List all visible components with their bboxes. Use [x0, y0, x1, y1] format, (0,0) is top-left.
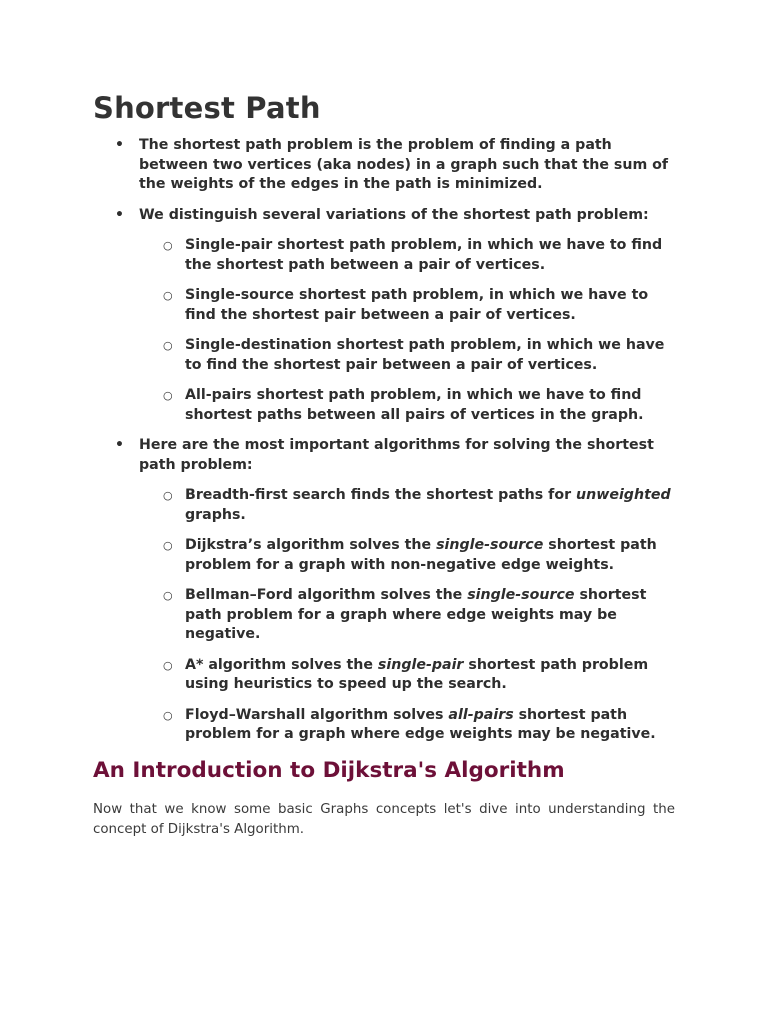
sub-list-item-text — [185, 706, 675, 745]
sub-list — [139, 236, 675, 425]
circle-bullet-icon: ○ — [163, 239, 173, 252]
bullet-text: shortest path problem for a graph where edge weights may be negative. — [185, 706, 656, 742]
emphasis-text: single-source — [436, 537, 549, 553]
circle-bullet-icon: ○ — [163, 658, 173, 672]
sub-list-item — [139, 656, 675, 695]
sub-list-item — [139, 236, 675, 275]
list-item-text — [139, 136, 675, 195]
sub-list-item-text — [185, 386, 675, 425]
bullet-text: All-pairs shortest path problem, in which we have to find shortest paths between all pairs of vertices in the graph. — [185, 387, 644, 423]
circle-bullet-icon: ○ — [163, 539, 173, 552]
bullet-marker: • — [115, 137, 124, 153]
circle-bullet-icon: ○ — [163, 489, 173, 502]
bullet-text: shortest path problem using heuristics to speed up the search. — [185, 656, 649, 692]
section-heading: An Introduction to Dijkstra's Algorithm — [93, 757, 565, 783]
sub-list-item — [139, 336, 675, 375]
intro-paragraph: Now that we know some basic Graphs concepts let's dive into understanding the concept of Dijkstra's Algorithm. — [93, 801, 675, 837]
sub-list-item-text — [185, 236, 675, 275]
bullet-text: Dijkstra’s algorithm solves the — [185, 537, 437, 553]
sub-list-item — [139, 586, 675, 645]
emphasis-text: single-source — [467, 587, 580, 603]
bullet-text: Single-destination shortest path problem, in which we have to find the shortest pair between a pair of vertices. — [185, 337, 665, 373]
sub-list-item-text — [185, 286, 675, 325]
list-item-text — [139, 436, 675, 475]
circle-bullet-icon: ○ — [163, 708, 173, 722]
bullet-text: Single-pair shortest path problem, in which we have to find the shortest path between a pair of vertices. — [185, 237, 663, 273]
sub-list — [139, 486, 675, 745]
sub-list-item — [139, 706, 675, 745]
emphasis-text: single-pair — [377, 656, 469, 673]
sub-list-item — [139, 286, 675, 325]
emphasis-text: all-pairs — [448, 706, 519, 723]
bullet-text: Single-source shortest path problem, in which we have to find the shortest pair between a pair of vertices. — [185, 287, 649, 323]
sub-list-item-text — [185, 586, 675, 645]
bullet-marker: • — [115, 206, 124, 223]
bullet-text: shortest path problem for a graph with non-negative edge weights. — [185, 537, 657, 573]
bullet-text: shortest path problem for a graph where edge weights may be negative. — [185, 587, 647, 642]
circle-bullet-icon: ○ — [163, 389, 173, 402]
circle-bullet-icon: ○ — [163, 339, 173, 352]
bullet-text: graphs. — [185, 506, 246, 523]
circle-bullet-icon: ○ — [163, 589, 173, 602]
sub-list-item — [139, 486, 675, 525]
bullet-text: Bellman–Ford algorithm solves the — [185, 587, 468, 603]
list-item — [93, 136, 675, 195]
list-item-text — [139, 206, 675, 226]
bullet-text: A* algorithm solves the — [185, 656, 378, 673]
document-page — [93, 88, 675, 840]
list-item — [93, 436, 675, 745]
emphasis-text: unweighted — [576, 487, 671, 503]
page-title: Shortest Path — [93, 91, 321, 125]
bullet-text: Breadth-first search finds the shortest paths for — [185, 487, 577, 503]
circle-bullet-icon: ○ — [163, 289, 173, 302]
bullet-text: The shortest path problem is the problem of finding a path between two vertices (aka nodes) in a graph such that the sum of the weights of the edges in the path is minimized. — [139, 137, 669, 192]
bullet-list — [93, 136, 675, 745]
sub-list-item-text — [185, 336, 675, 375]
bullet-text: Here are the most important algorithms for solving the shortest path problem: — [139, 437, 654, 473]
bullet-text: Floyd–Warshall algorithm solves — [185, 706, 449, 723]
sub-list-item — [139, 536, 675, 575]
bullet-marker: • — [115, 437, 124, 453]
sub-list-item-text — [185, 486, 675, 525]
list-item — [93, 206, 675, 426]
sub-list-item — [139, 386, 675, 425]
sub-list-item-text — [185, 656, 675, 695]
sub-list-item-text — [185, 536, 675, 575]
bullet-text: We distinguish several variations of the shortest path problem: — [139, 206, 649, 223]
